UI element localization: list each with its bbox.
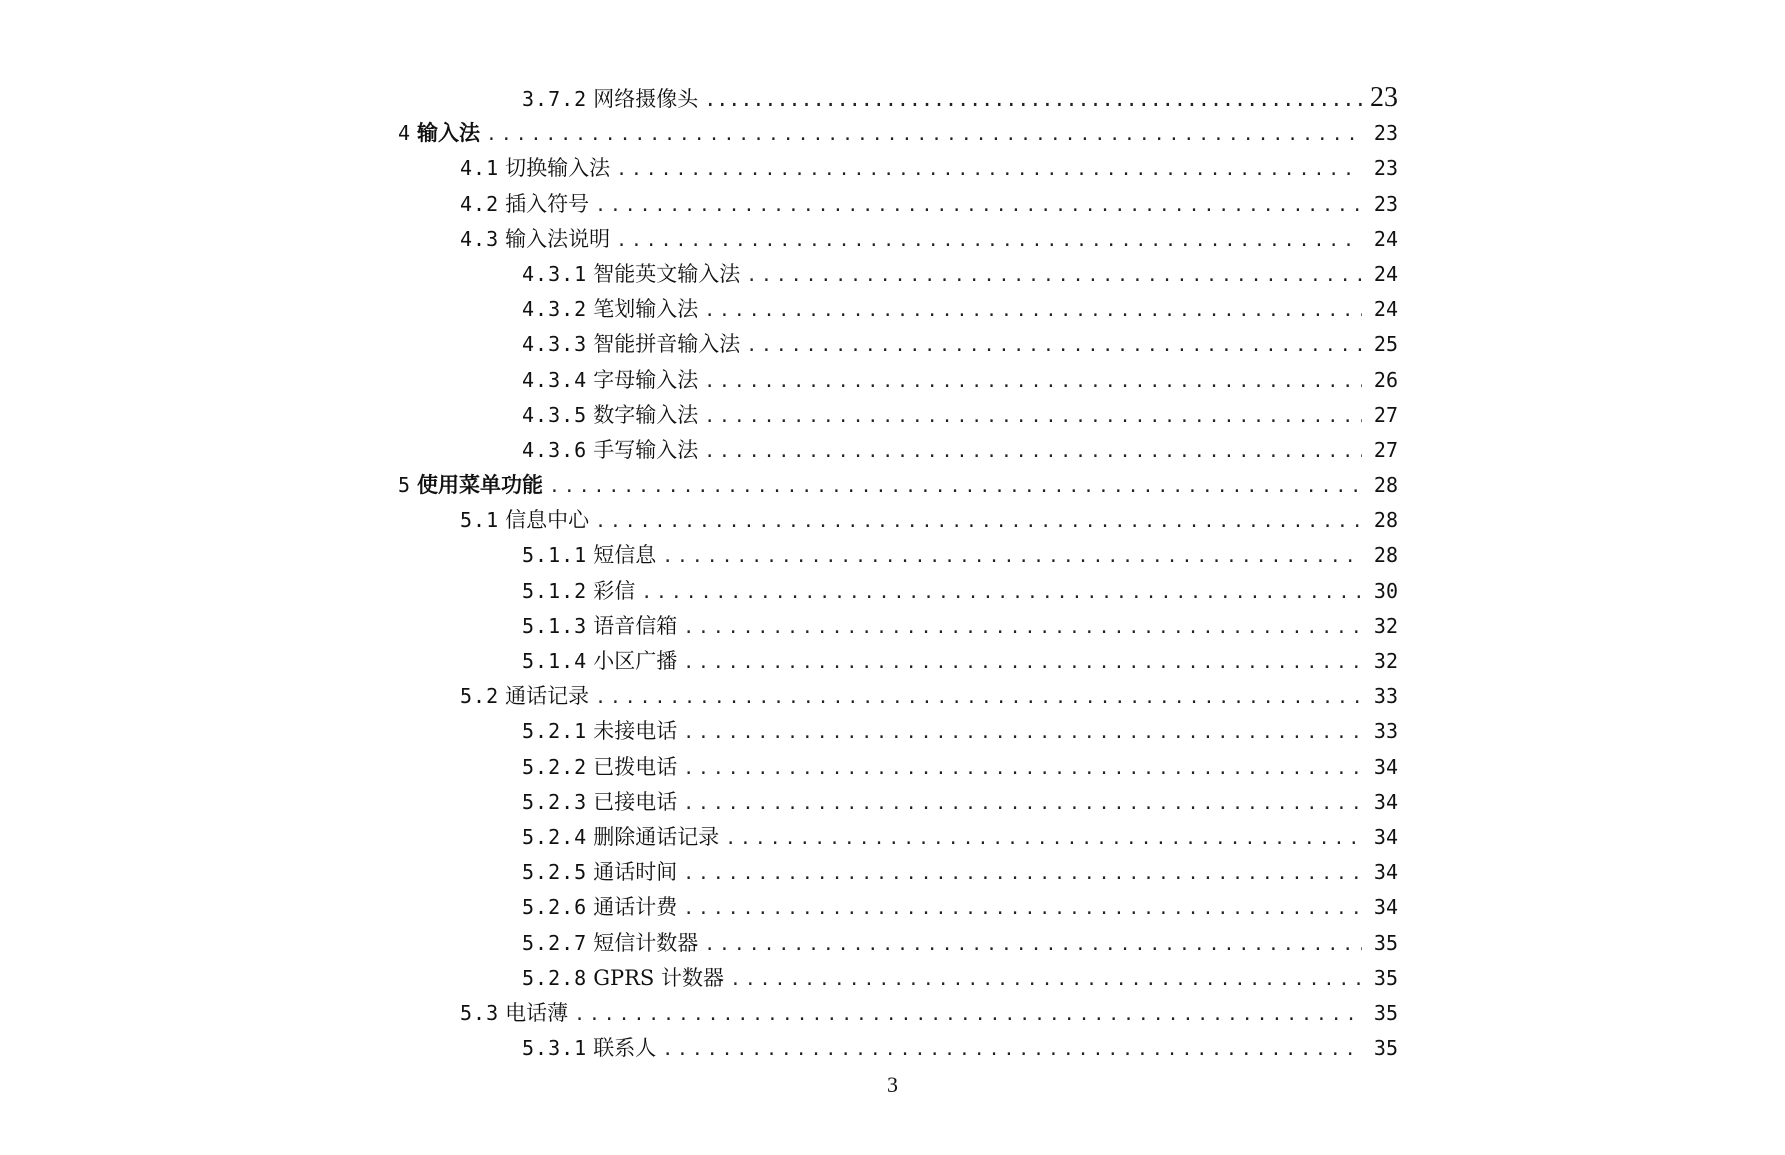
dot-leader bbox=[549, 476, 1362, 497]
dot-leader bbox=[683, 722, 1362, 743]
toc-entry-page: 24 bbox=[1373, 226, 1398, 251]
dot-leader bbox=[683, 793, 1362, 814]
toc-entry-number: 4.3.6 bbox=[522, 437, 588, 462]
toc-entry-title: 网络摄像头 bbox=[593, 87, 699, 111]
toc-entry-title: 删除通话记录 bbox=[593, 824, 720, 849]
toc-entry-number: 5.2 bbox=[460, 684, 500, 709]
toc-entry-number: 5 bbox=[398, 473, 412, 498]
toc-entry-title: 通话记录 bbox=[505, 684, 590, 709]
toc-entry-5-2-6[interactable] bbox=[398, 891, 1398, 926]
toc-entry-title: 智能英文输入法 bbox=[593, 261, 741, 286]
toc-entry-page: 24 bbox=[1373, 297, 1398, 322]
dot-leader bbox=[746, 265, 1362, 286]
toc-entry-title: 输入法说明 bbox=[505, 226, 611, 251]
toc-entry-title: 短信计数器 bbox=[593, 930, 699, 955]
toc-entry-title: 电话薄 bbox=[505, 1000, 569, 1025]
toc-entry-page: 23 bbox=[1370, 82, 1398, 113]
dot-leader bbox=[704, 300, 1362, 321]
toc-entry-title: 通话时间 bbox=[593, 860, 678, 885]
toc-entry-5-1-2[interactable] bbox=[398, 575, 1398, 610]
toc-entry-page: 35 bbox=[1373, 930, 1398, 955]
toc-entry-number: 4.1 bbox=[460, 156, 500, 181]
dot-leader bbox=[662, 1039, 1362, 1060]
toc-entry-page: 35 bbox=[1373, 1000, 1398, 1025]
toc-entry-title: 彩信 bbox=[593, 578, 636, 603]
dot-leader bbox=[662, 546, 1362, 567]
toc-entry-5-3[interactable] bbox=[398, 997, 1398, 1032]
dot-leader bbox=[641, 582, 1362, 603]
toc-entry-5-2-2[interactable] bbox=[398, 751, 1398, 786]
toc-entry-title: 笔划输入法 bbox=[593, 297, 699, 322]
toc-entry-number: 4.3.1 bbox=[522, 261, 588, 286]
toc-entry-page: 34 bbox=[1373, 860, 1398, 885]
toc-entry-number: 5.2.3 bbox=[522, 789, 588, 814]
dot-leader bbox=[683, 617, 1362, 638]
dot-leader bbox=[704, 371, 1362, 392]
toc-entry-5-3-1[interactable] bbox=[398, 1032, 1398, 1067]
toc-entry-title: 语音信箱 bbox=[593, 613, 678, 638]
toc-entry-title: 切换输入法 bbox=[505, 156, 611, 181]
dot-leader bbox=[683, 652, 1362, 673]
toc-entry-4-3-5[interactable] bbox=[398, 399, 1398, 434]
dot-leader bbox=[616, 230, 1362, 251]
toc-entry-number: 3.7.2 bbox=[522, 87, 588, 111]
toc-entry-page: 24 bbox=[1373, 261, 1398, 286]
toc-entry-4-3-1[interactable] bbox=[398, 258, 1398, 293]
toc-entry-number: 5.3 bbox=[460, 1000, 500, 1025]
dot-leader bbox=[486, 124, 1362, 145]
toc-entry-number: 4.3.5 bbox=[522, 402, 588, 427]
toc-entry-5-2-4[interactable] bbox=[398, 821, 1398, 856]
toc-entry-title: 使用菜单功能 bbox=[417, 472, 544, 498]
toc-entry-title: 智能拼音输入法 bbox=[593, 332, 741, 357]
toc-entry-title: 信息中心 bbox=[505, 508, 590, 533]
toc-entry-page: 33 bbox=[1373, 684, 1398, 709]
toc-entry-number: 4.3.4 bbox=[522, 367, 588, 392]
toc-entry-number: 4.3.3 bbox=[522, 332, 588, 357]
toc-entry-number: 5.2.2 bbox=[522, 754, 588, 779]
toc-entry-page: 25 bbox=[1373, 332, 1398, 357]
toc-entry-page: 34 bbox=[1373, 824, 1398, 849]
toc-entry-page: 30 bbox=[1373, 578, 1398, 603]
toc-entry-page: 23 bbox=[1373, 121, 1398, 146]
toc-entry-title: 联系人 bbox=[593, 1036, 657, 1061]
toc-entry-number: 4 bbox=[398, 121, 412, 146]
dot-leader bbox=[704, 934, 1362, 955]
toc-entry-title: 已接电话 bbox=[593, 789, 678, 814]
dot-leader bbox=[574, 1004, 1362, 1025]
toc-entry-title: 数字输入法 bbox=[593, 402, 699, 427]
toc-entry-number: 5.2.4 bbox=[522, 824, 588, 849]
toc-entry-4-2[interactable] bbox=[398, 188, 1398, 223]
toc-entry-page: 35 bbox=[1373, 965, 1398, 990]
toc-entry-4[interactable] bbox=[398, 117, 1398, 152]
toc-entry-number: 5.1.1 bbox=[522, 543, 588, 568]
toc-entry-title: 输入法 bbox=[417, 120, 481, 146]
toc-entry-5-1-3[interactable] bbox=[398, 610, 1398, 645]
toc-entry-number: 4.2 bbox=[460, 191, 500, 216]
toc-entry-number: 5.2.1 bbox=[522, 719, 588, 744]
toc-entry-page: 27 bbox=[1373, 402, 1398, 427]
toc-entry-5-2[interactable] bbox=[398, 680, 1398, 715]
toc-entry-title: 未接电话 bbox=[593, 719, 678, 744]
toc-entry-page: 33 bbox=[1373, 719, 1398, 744]
toc-entry-5-1-1[interactable] bbox=[398, 539, 1398, 574]
toc-entry-title: 通话计费 bbox=[593, 895, 678, 920]
dot-leader bbox=[704, 406, 1362, 427]
toc-entry-page: 35 bbox=[1373, 1036, 1398, 1061]
toc-entry-title: 已拨电话 bbox=[593, 754, 678, 779]
toc-entry-4-3-6[interactable] bbox=[398, 434, 1398, 469]
toc-entry-title: GPRS 计数器 bbox=[593, 965, 724, 990]
dot-leader bbox=[683, 898, 1362, 919]
toc-entry-page: 32 bbox=[1373, 649, 1398, 673]
toc-entry-page: 28 bbox=[1373, 473, 1398, 498]
toc-entry-number: 5.1.3 bbox=[522, 613, 588, 638]
toc-entry-page: 28 bbox=[1373, 508, 1398, 533]
toc-entry-number: 5.3.1 bbox=[522, 1036, 588, 1061]
toc-entry-number: 4.3.2 bbox=[522, 297, 588, 322]
toc-entry-5-1-4[interactable] bbox=[398, 645, 1398, 680]
dot-leader bbox=[683, 863, 1362, 884]
dot-leader bbox=[595, 511, 1362, 532]
toc-entry-title: 插入符号 bbox=[505, 191, 590, 216]
page-number: 3 bbox=[887, 1072, 898, 1097]
toc-entry-page: 27 bbox=[1373, 437, 1398, 462]
toc-entry-title: 小区广播 bbox=[593, 649, 678, 673]
toc-entry-5-2-8[interactable] bbox=[398, 962, 1398, 997]
toc-entry-page: 32 bbox=[1373, 613, 1398, 638]
toc-entry-3-7-2[interactable] bbox=[398, 82, 1398, 117]
dot-leader bbox=[725, 828, 1362, 849]
toc-entry-title: 短信息 bbox=[593, 543, 657, 568]
toc-entry-page: 34 bbox=[1373, 789, 1398, 814]
toc-entry-number: 5.2.7 bbox=[522, 930, 588, 955]
toc-entry-page: 34 bbox=[1373, 895, 1398, 920]
toc-entry-page: 23 bbox=[1373, 191, 1398, 216]
toc-entry-page: 34 bbox=[1373, 754, 1398, 779]
toc-entry-5-1[interactable] bbox=[398, 504, 1398, 539]
dot-leader bbox=[730, 969, 1362, 990]
toc-entry-4-1[interactable] bbox=[398, 152, 1398, 187]
dot-leader bbox=[595, 195, 1362, 216]
toc-entry-number: 5.1.4 bbox=[522, 649, 588, 673]
toc-entry-5-2-5[interactable] bbox=[398, 856, 1398, 891]
toc-entry-page: 26 bbox=[1373, 367, 1398, 392]
toc-entry-4-3-3[interactable] bbox=[398, 328, 1398, 363]
toc-entry-page: 28 bbox=[1373, 543, 1398, 568]
toc-entry-number: 5.2.8 bbox=[522, 965, 588, 990]
dot-leader bbox=[683, 758, 1362, 779]
toc-entry-page: 23 bbox=[1373, 156, 1398, 181]
table-of-contents bbox=[398, 82, 1398, 1067]
toc-entry-number: 5.1.2 bbox=[522, 578, 588, 603]
toc-entry-5[interactable] bbox=[398, 469, 1398, 504]
toc-entry-number: 5.2.5 bbox=[522, 860, 588, 885]
dot-leader bbox=[704, 441, 1362, 462]
toc-entry-title: 字母输入法 bbox=[593, 367, 699, 392]
dot-leader bbox=[746, 335, 1362, 356]
dot-leader bbox=[595, 687, 1362, 708]
toc-entry-4-3-2[interactable] bbox=[398, 293, 1398, 328]
dot-leader bbox=[704, 87, 1362, 111]
toc-entry-number: 5.1 bbox=[460, 508, 500, 533]
toc-entry-title: 手写输入法 bbox=[593, 437, 699, 462]
toc-entry-4-3-4[interactable] bbox=[398, 364, 1398, 399]
toc-entry-4-3[interactable] bbox=[398, 223, 1398, 258]
dot-leader bbox=[616, 159, 1362, 180]
toc-entry-5-2-1[interactable] bbox=[398, 715, 1398, 750]
toc-entry-number: 4.3 bbox=[460, 226, 500, 251]
toc-entry-5-2-3[interactable] bbox=[398, 786, 1398, 821]
toc-entry-number: 5.2.6 bbox=[522, 895, 588, 920]
toc-entry-5-2-7[interactable] bbox=[398, 927, 1398, 962]
